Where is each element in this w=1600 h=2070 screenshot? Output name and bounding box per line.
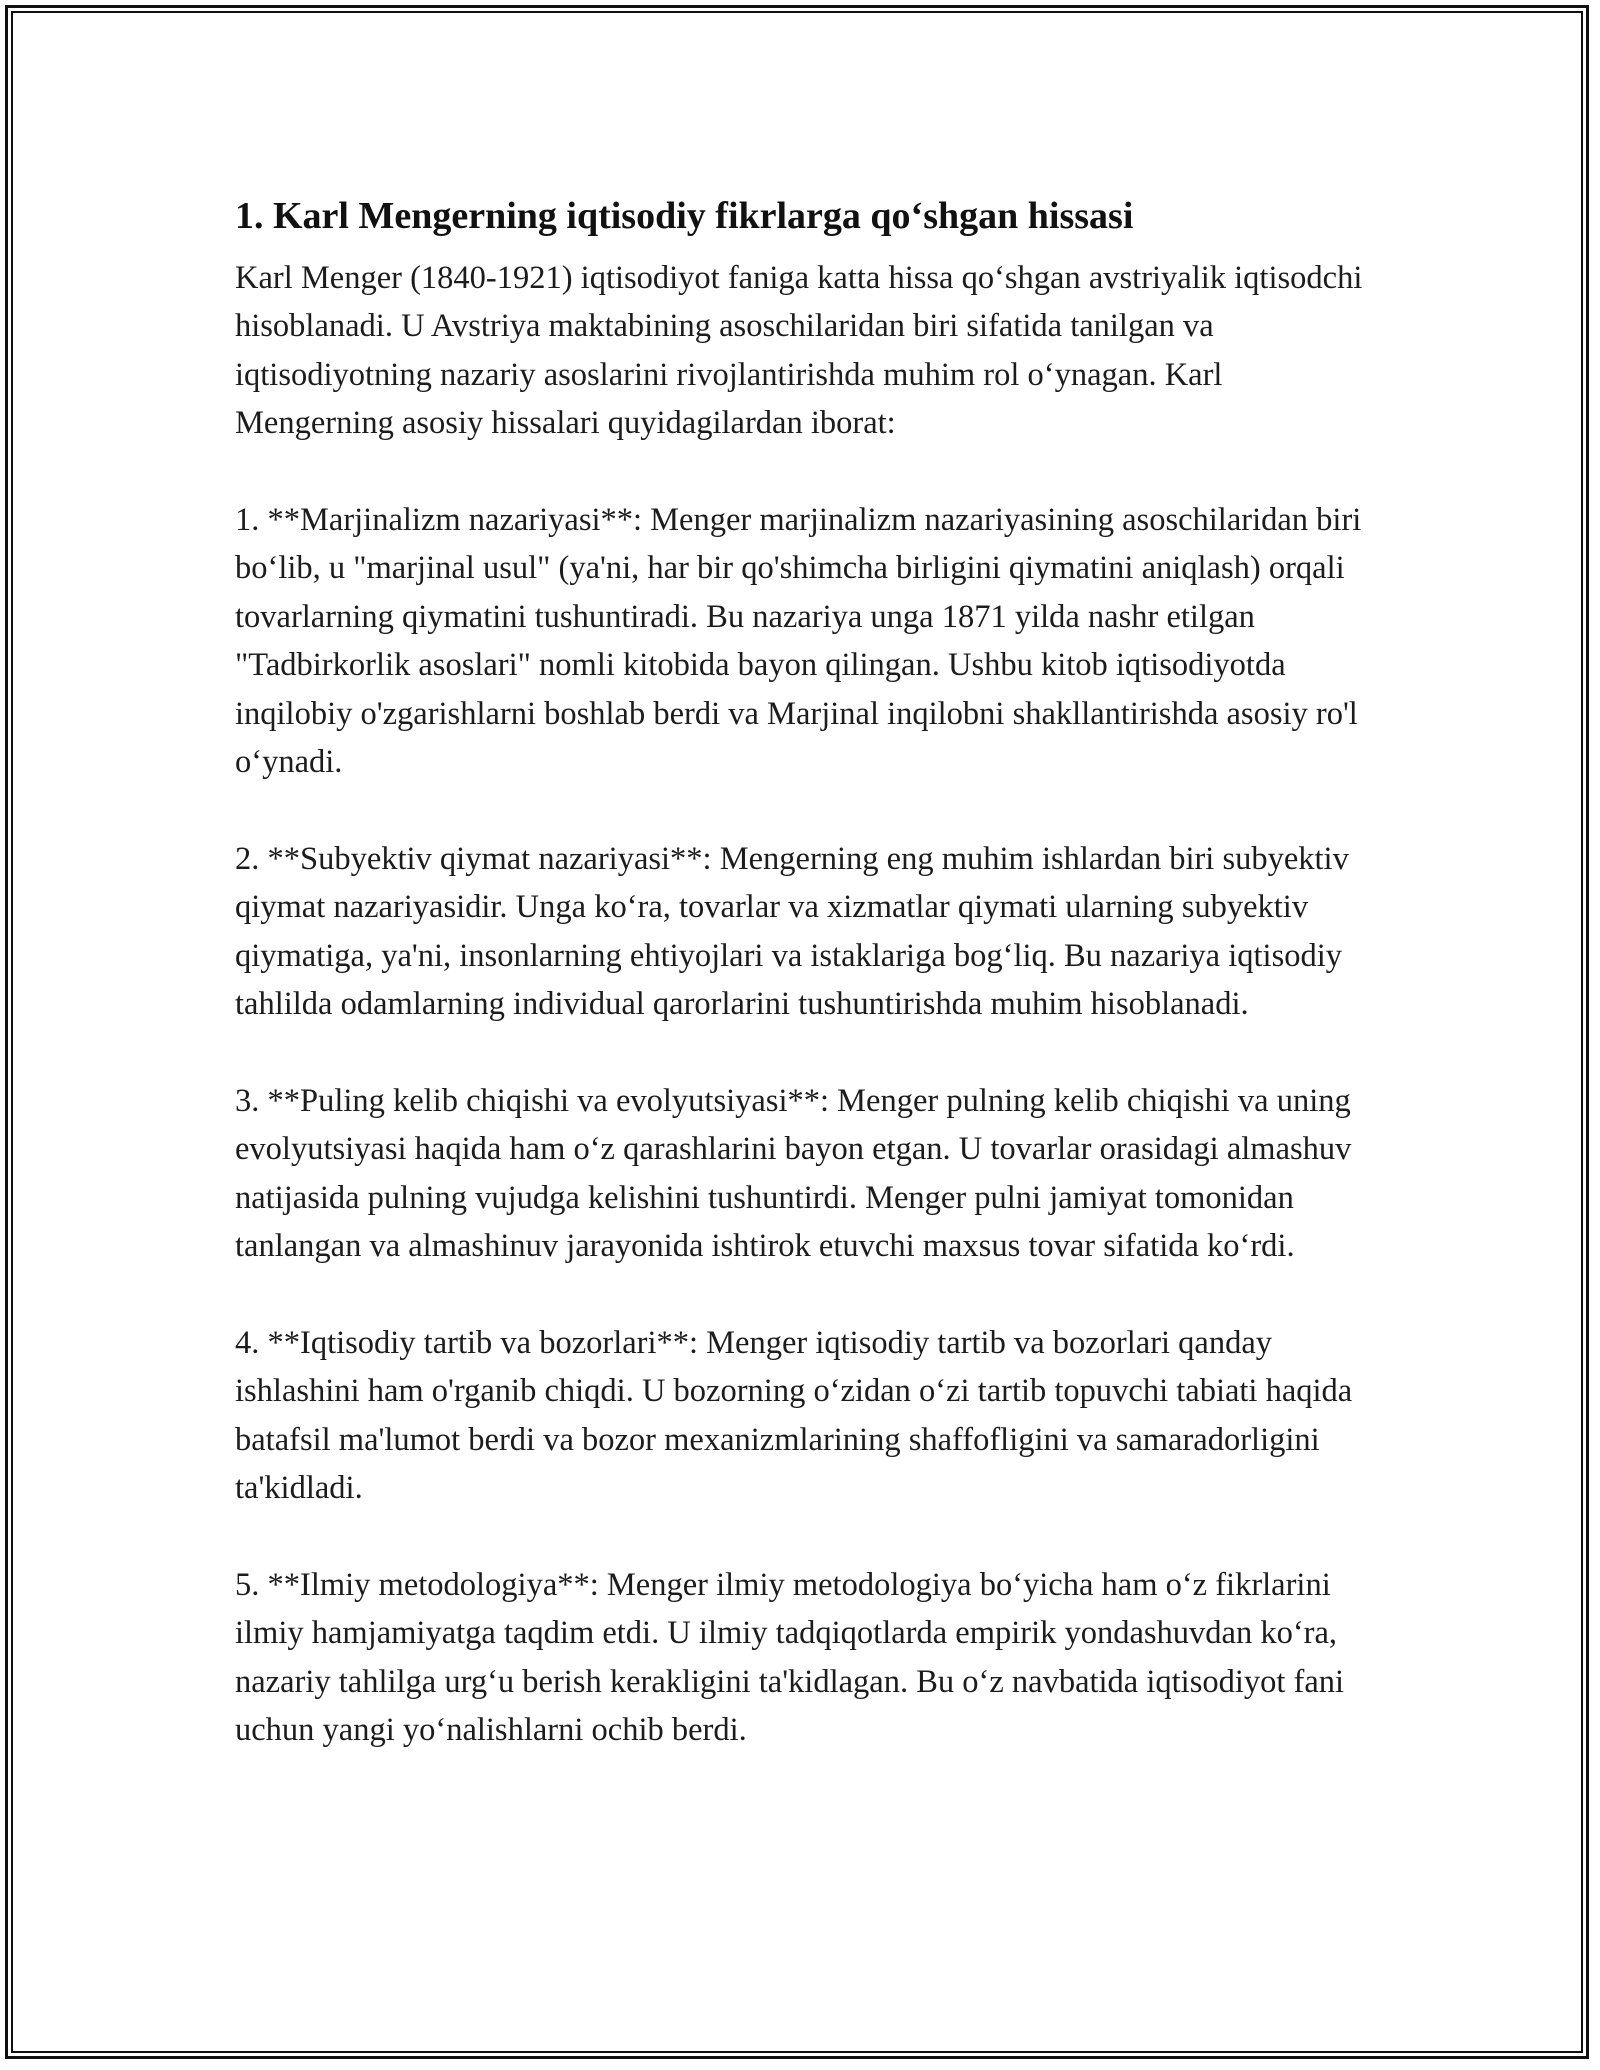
- intro-paragraph: Karl Menger (1840-1921) iqtisodiyot faniga katta hissa qo‘shgan avstriyalik iqtisodchi hisoblanadi. U Avstriya maktabining asoschilaridan biri sifatida tanilgan va iqtisodiyotning nazariy asoslarini rivojlantirishda muhim rol o‘ynagan. Karl Mengerning asosiy hissalari quyidagilardan iborat:: [235, 260, 1363, 442]
- list-item-money-origin: 3. **Puling kelib chiqishi va evolyutsiyasi**: Menger pulning kelib chiqishi va uning evolyutsiyasi haqida ham o‘z qarashlarini bayon etgan. U tovarlar orasidagi almashuv natijasida pulning vujudga kelishini tushuntirdi. Menger pulni jamiyat tomonidan tanlangan va almashinuv jarayonida ishtirok etuvchi maxsus tovar sifatida ko‘rdi.: [235, 1082, 1352, 1265]
- list-item-subjective-value: 2. **Subyektiv qiymat nazariyasi**: Mengerning eng muhim ishlardan biri subyektiv qiymat nazariyasidir. Unga ko‘ra, tovarlar va xizmatlar qiymati ularning subyektiv qiymatiga, ya'ni, insonlarning ehtiyojlari va istaklariga bog‘liq. Bu nazariya iqtisodiy tahlilda odamlarning individual qarorlarini tushuntirishda muhim hisoblanadi.: [235, 840, 1349, 1023]
- document-body: [235, 188, 1385, 1803]
- list-item-marginalism: 1. **Marjinalizm nazariyasi**: Menger marjinalizm nazariyasining asoschilaridan biri bo‘lib, u "marjinal usul" (ya'ni, har bir qo'shimcha birligini qiymatini aniqlash) orqali tovarlarning qiymatini tushuntiradi. Bu nazariya unga 1871 yilda nashr etilgan "Tadbirkorlik asoslari" nomli kitobida bayon qilingan. Ushbu kitob iqtisodiyotda inqilobiy o'zgarishlarni boshlab berdi va Marjinal inqilobni shakllantirishda asosiy ro'l o‘ynadi.: [235, 502, 1362, 781]
- list-item-economic-order: 4. **Iqtisodiy tartib va bozorlari**: Menger iqtisodiy tartib va bozorlari qanday ishlashini ham o'rganib chiqdi. U bozorning o‘zidan o‘zi tartib topuvchi tabiati haqida batafsil ma'lumot berdi va bozor mexanizmlarining shaffofligini va samaradorligini ta'kidladi.: [235, 1324, 1353, 1507]
- list-item-methodology: 5. **Ilmiy metodologiya**: Menger ilmiy metodologiya bo‘yicha ham o‘z fikrlarini ilmiy hamjamiyatga taqdim etdi. U ilmiy tadqiqotlarda empirik yondashuvdan ko‘ra, nazariy tahlilga urg‘u berish kerakligini ta'kidlagan. Bu o‘z navbatida iqtisodiyot fani uchun yangi yo‘nalishlarni ochib berdi.: [235, 1566, 1345, 1749]
- section-title: 1. Karl Mengerning iqtisodiy fikrlarga qo‘shgan hissasi: [235, 195, 1134, 237]
